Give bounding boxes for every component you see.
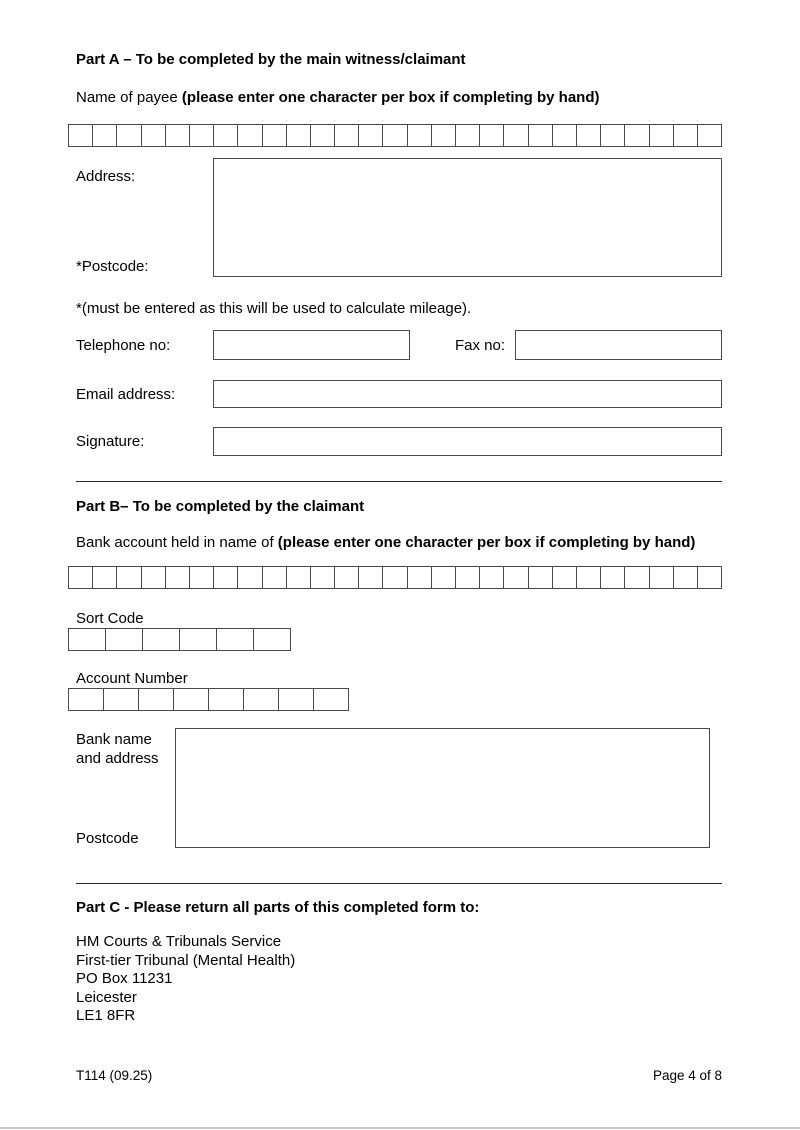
form-code: T114 (09.25): [76, 1068, 153, 1083]
bank-account-label-bold: (please enter one character per box if completing by hand): [277, 534, 696, 551]
bank-name-label: [76, 730, 171, 768]
payee-char-cell[interactable]: [600, 124, 625, 147]
bank-name-char-cell[interactable]: [237, 566, 262, 589]
payee-char-cell[interactable]: [92, 124, 117, 147]
bank-account-label-normal: Bank account held in name of: [76, 534, 278, 551]
bank-address-group: [76, 728, 722, 848]
part-b-heading: Part B– To be completed by the claimant: [76, 498, 365, 515]
section-divider-2: [76, 883, 722, 884]
bank-name-char-boxes: [68, 566, 722, 589]
bank-name-char-cell[interactable]: [310, 566, 335, 589]
address-label: Address:: [76, 168, 136, 185]
sort-code-cell[interactable]: [179, 628, 217, 651]
fax-label: Fax no:: [455, 336, 506, 354]
bank-postcode-label: Postcode: [76, 830, 139, 847]
payee-char-cell[interactable]: [358, 124, 383, 147]
telephone-field[interactable]: [213, 330, 410, 360]
bank-name-char-cell[interactable]: [116, 566, 141, 589]
telephone-label: Telephone no:: [76, 336, 171, 354]
bank-name-char-cell[interactable]: [358, 566, 383, 589]
bank-name-char-cell[interactable]: [649, 566, 674, 589]
account-number-cell[interactable]: [278, 688, 314, 711]
bank-name-char-cell[interactable]: [92, 566, 117, 589]
bank-name-char-cell[interactable]: [528, 566, 553, 589]
return-address-line: PO Box 11231: [76, 970, 173, 987]
bank-name-char-cell[interactable]: [503, 566, 528, 589]
account-number-boxes: [68, 688, 722, 711]
bank-name-char-cell[interactable]: [479, 566, 504, 589]
signature-row: [76, 427, 722, 456]
payee-char-cell[interactable]: [189, 124, 214, 147]
sort-code-cell[interactable]: [68, 628, 106, 651]
bank-name-char-cell[interactable]: [624, 566, 649, 589]
payee-char-cell[interactable]: [697, 124, 722, 147]
part-a-heading: Part A – To be completed by the main witness/claimant: [76, 51, 466, 68]
return-address-line: Leicester: [76, 988, 137, 1006]
sort-code-cell[interactable]: [216, 628, 254, 651]
account-number-cell[interactable]: [313, 688, 349, 711]
bank-name-char-cell[interactable]: [189, 566, 214, 589]
form-content: [0, 51, 800, 1026]
bank-name-label-line2: and address: [76, 750, 159, 767]
payee-char-cell[interactable]: [334, 124, 359, 147]
bank-name-char-cell[interactable]: [165, 566, 190, 589]
payee-char-cell[interactable]: [262, 124, 287, 147]
page-number: Page 4 of 8: [652, 1068, 722, 1083]
bank-address-labels: [76, 728, 175, 848]
bank-name-char-cell[interactable]: [407, 566, 432, 589]
bank-name-char-cell[interactable]: [576, 566, 601, 589]
return-address-line: LE1 8FR: [76, 1007, 136, 1024]
bank-name-char-cell[interactable]: [455, 566, 480, 589]
bank-name-char-cell[interactable]: [431, 566, 456, 589]
bank-name-char-cell[interactable]: [600, 566, 625, 589]
bank-name-char-cell[interactable]: [552, 566, 577, 589]
account-number-cell[interactable]: [68, 688, 104, 711]
payee-char-cell[interactable]: [649, 124, 674, 147]
payee-char-cell[interactable]: [407, 124, 432, 147]
section-divider-1: [76, 481, 722, 482]
account-number-label: Account Number: [76, 670, 188, 687]
payee-char-cell[interactable]: [310, 124, 335, 147]
payee-char-cell[interactable]: [503, 124, 528, 147]
email-label: Email address:: [76, 385, 176, 403]
payee-char-cell[interactable]: [286, 124, 311, 147]
payee-char-cell[interactable]: [455, 124, 480, 147]
payee-char-cell[interactable]: [165, 124, 190, 147]
account-number-cell[interactable]: [173, 688, 209, 711]
part-b-section: [76, 498, 722, 848]
payee-char-boxes: [68, 124, 722, 147]
bank-name-char-cell[interactable]: [68, 566, 93, 589]
part-c-heading: Part C - Please return all parts of this completed form to:: [76, 899, 480, 916]
account-number-cell[interactable]: [138, 688, 174, 711]
payee-char-cell[interactable]: [382, 124, 407, 147]
bank-name-address-field[interactable]: [175, 728, 710, 848]
bank-name-char-cell[interactable]: [697, 566, 722, 589]
return-address: [76, 933, 722, 1026]
payee-char-cell[interactable]: [528, 124, 553, 147]
part-a-section: [76, 51, 722, 456]
payee-label: [76, 89, 722, 106]
payee-char-cell[interactable]: [673, 124, 698, 147]
payee-char-cell[interactable]: [624, 124, 649, 147]
sort-code-cell[interactable]: [253, 628, 291, 651]
bank-name-char-cell[interactable]: [334, 566, 359, 589]
address-field[interactable]: [213, 158, 722, 277]
return-address-line: First-tier Tribunal (Mental Health): [76, 951, 296, 969]
payee-char-cell[interactable]: [237, 124, 262, 147]
bank-name-label-line1: Bank name: [76, 731, 152, 748]
payee-char-cell[interactable]: [116, 124, 141, 147]
sort-code-cell[interactable]: [105, 628, 143, 651]
account-number-cell[interactable]: [103, 688, 139, 711]
payee-char-cell[interactable]: [431, 124, 456, 147]
fax-field[interactable]: [515, 330, 722, 360]
page-bottom-edge: [0, 1127, 800, 1129]
bank-name-char-cell[interactable]: [673, 566, 698, 589]
signature-label: Signature:: [76, 433, 145, 450]
payee-char-cell[interactable]: [141, 124, 166, 147]
bank-name-char-cell[interactable]: [141, 566, 166, 589]
return-address-line: HM Courts & Tribunals Service: [76, 933, 282, 950]
page-footer: [76, 1068, 722, 1083]
account-number-cell[interactable]: [243, 688, 279, 711]
payee-label-bold: (please enter one character per box if completing by hand): [181, 89, 600, 106]
payee-label-normal: Name of payee: [76, 89, 182, 106]
telephone-fax-row: [76, 330, 722, 360]
sort-code-cell[interactable]: [142, 628, 180, 651]
payee-char-cell[interactable]: [576, 124, 601, 147]
payee-char-cell[interactable]: [68, 124, 93, 147]
bank-name-char-cell[interactable]: [213, 566, 238, 589]
postcode-label: *Postcode:: [76, 258, 149, 275]
email-row: [76, 380, 722, 408]
part-c-section: [76, 899, 722, 1026]
sort-code-boxes: [68, 628, 722, 651]
sort-code-label: Sort Code: [76, 610, 144, 627]
bank-name-char-cell[interactable]: [286, 566, 311, 589]
address-group: [76, 158, 722, 277]
bank-name-char-cell[interactable]: [382, 566, 407, 589]
payee-char-cell[interactable]: [552, 124, 577, 147]
signature-field[interactable]: [213, 427, 722, 456]
address-labels: [76, 158, 213, 277]
payee-char-cell[interactable]: [479, 124, 504, 147]
payee-char-cell[interactable]: [213, 124, 238, 147]
email-field[interactable]: [213, 380, 722, 408]
mileage-note: *(must be entered as this will be used to calculate mileage).: [76, 300, 472, 317]
bank-account-label: [76, 534, 722, 551]
bank-name-char-cell[interactable]: [262, 566, 287, 589]
account-number-cell[interactable]: [208, 688, 244, 711]
